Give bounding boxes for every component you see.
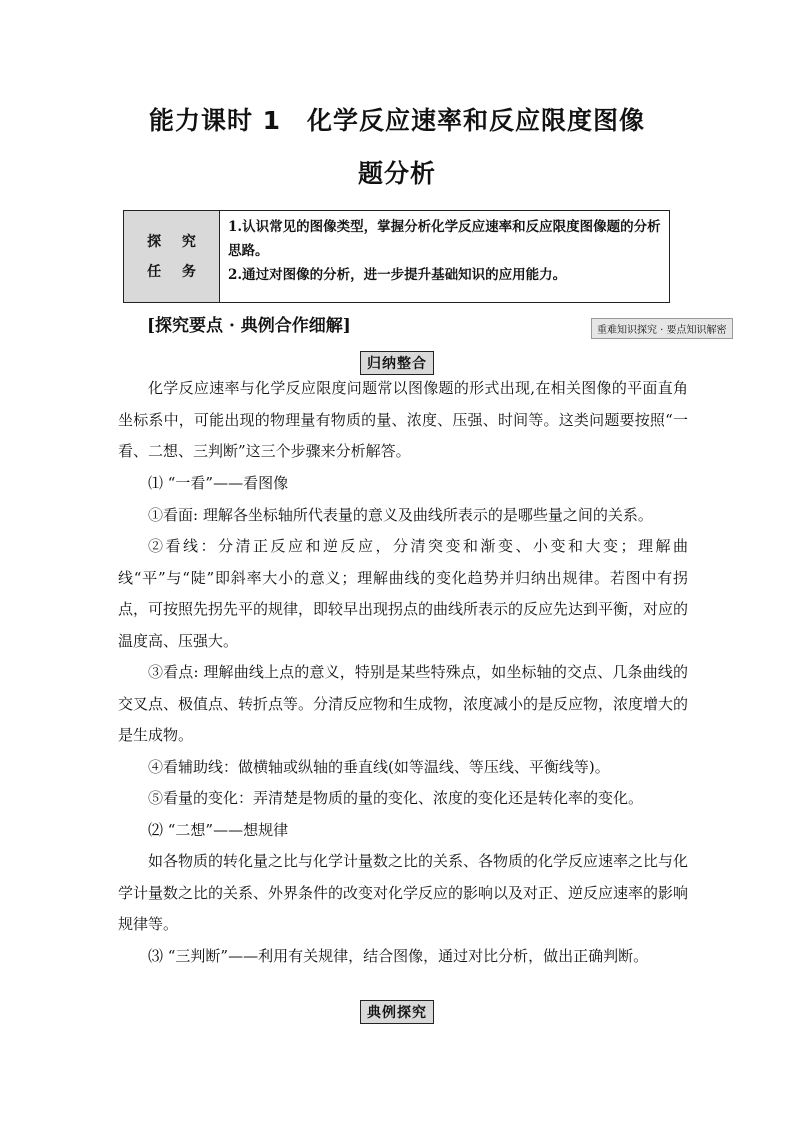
step1-title: ⑴ “一看”——看图像 (148, 474, 289, 492)
step1-look-axes: ①看面: 理解各坐标轴所代表量的意义及曲线所表示的是哪些量之间的关系。 (148, 506, 653, 524)
learning-tasks-table (123, 210, 670, 303)
task-item-1: 1.认识常见的图像类型，掌握分析化学反应速率和反应限度图像题的分析思路。 (228, 219, 661, 259)
tasks-header-line-1: 探 究 (147, 233, 204, 250)
step2-title: ⑵ “二想”——想规律 (148, 821, 289, 839)
step2-body: 如各物质的转化量之比与化学计量数之比的关系、各物质的化学反应速率之比与化学计量数之比的关系、外界条件的改变对化学反应的影响以及对正、逆反应速率的影响规律等。 (118, 852, 689, 933)
step1-look-points: ③看点: 理解曲线上点的意义，特别是某些特殊点，如坐标轴的交点、几条曲线的交叉点、极值点、转折点等。分清反应物和生成物，浓度减小的是反应物，浓度增大的是生成物。 (118, 663, 689, 744)
summary-label-wrap (0, 351, 794, 375)
page-title-line-1: 能力课时 1 化学反应速率和反应限度图像 (148, 106, 646, 135)
step1-look-lines: ②看线：分清正反应和逆反应，分清突变和渐变、小变和大变；理解曲线“平”与“陡”即斜率大小的意义；理解曲线的变化趋势并归纳出规律。若图中有拐点，可按照先拐先平的规律，即较早出现拐点的曲线所表示的反应先达到平衡，对应的温度高、压强大。 (118, 537, 689, 650)
learning-tasks-body (220, 211, 669, 302)
tasks-header-line-2: 任 务 (147, 263, 204, 280)
step1-look-guides: ④看辅助线：做横轴或纵轴的垂直线(如等温线、等压线、平衡线等)。 (148, 758, 610, 776)
step3-paragraph: ⑶ “三判断”——利用有关规律，结合图像，通过对比分析，做出正确判断。 (148, 947, 649, 965)
example-label: 典例探究 (360, 1000, 434, 1024)
intro-paragraph: 化学反应速率与化学反应限度问题常以图像题的形式出现,在相关图像的平面直角坐标系中，可能出现的物理量有物质的量、浓度、压强、时间等。这类问题要按照“一看、二想、三判断”这三个步骤来分析解答。 (118, 379, 688, 460)
example-label-wrap (0, 1000, 794, 1024)
section-tag: 重难知识探究 · 要点知识解密 (591, 318, 733, 339)
step1-look-quantity: ⑤看量的变化：弄清楚是物质的量的变化、浓度的变化还是转化率的变化。 (148, 789, 644, 807)
page-title-line-2: 题分析 (357, 159, 436, 188)
summary-label: 归纳整合 (360, 351, 434, 375)
task-item-2: 2.通过对图像的分析，进一步提升基础知识的应用能力。 (228, 267, 567, 283)
learning-tasks-header (124, 211, 220, 302)
section-heading: [探究要点 · 典例合作细解] (147, 316, 351, 336)
